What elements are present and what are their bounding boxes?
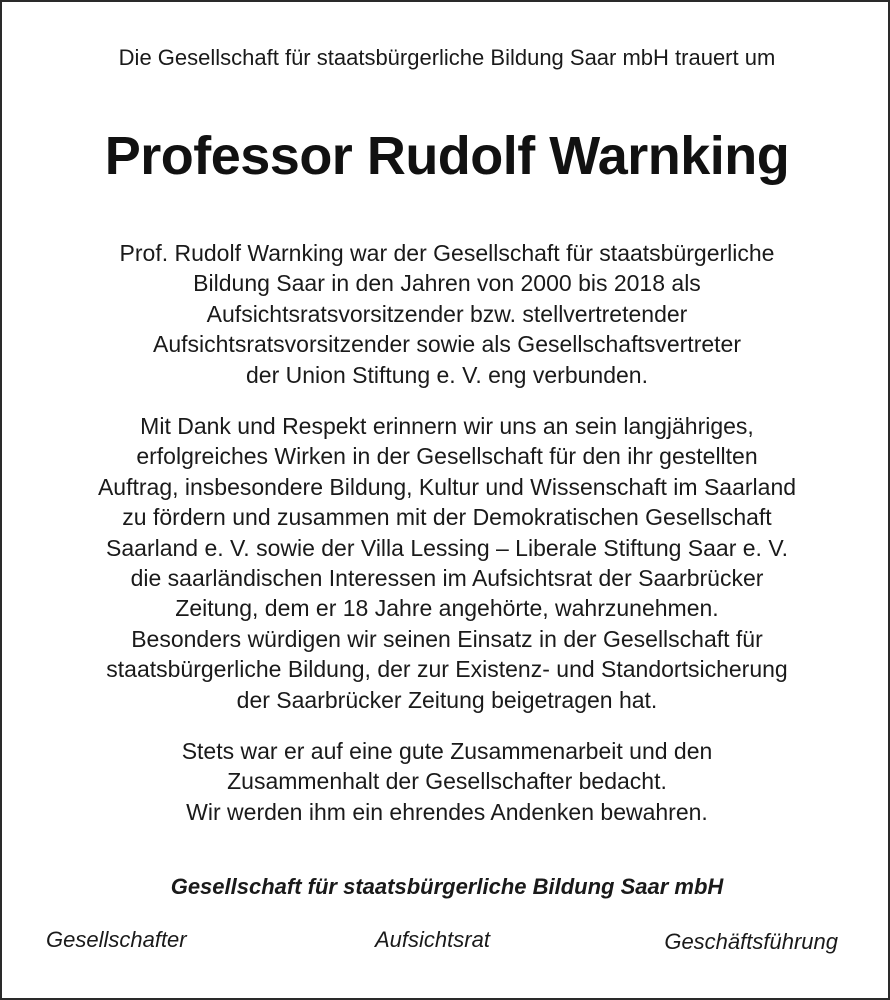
text-line: Wir werden ihm ein ehrendes Andenken bewahren. [186,798,708,825]
text-line: der Saarbrücker Zeitung beigetragen hat. [236,686,658,713]
signature-shareholders: Gesellschafter [46,927,187,952]
text-line: Mit Dank und Respekt erinnern wir uns an sein langjähriges, [140,413,754,439]
text-line: Zeitung, dem er 18 Jahre angehörte, wahrzunehmen. [175,595,719,622]
paragraph-tribute [12,411,882,715]
text-line: staatsbürgerliche Bildung, der zur Existenz- und Standortsicherung [106,656,788,683]
intro-line: Die Gesellschaft für staatsbürgerliche Bildung Saar mbH trauert um [118,45,776,70]
organization-name: Gesellschaft für staatsbürgerliche Bildung Saar mbH [170,874,724,899]
text-line: Aufsichtsratsvorsitzender bzw. stellvertretender [206,300,688,327]
text-line: Saarland e. V. sowie der Villa Lessing – Liberale Stiftung Saar e. V. [106,534,788,561]
text-line: Auftrag, insbesondere Bildung, Kultur und Wissenschaft im Saarland [97,473,797,500]
signature-management: Geschäftsführung [664,929,838,954]
text-line: der Union Stiftung e. V. eng verbunden. [246,361,648,388]
text-line: die saarländischen Interessen im Aufsichtsrat der Saarbrücker [130,565,764,592]
text-line: Bildung Saar in den Jahren von 2000 bis 2018 als [193,270,701,297]
text-line: erfolgreiches Wirken in der Gesellschaft für den ihr gestellten [136,443,758,470]
text-line: zu fördern und zusammen mit der Demokratischen Gesellschaft [122,504,772,531]
text-line: Zusammenhalt der Gesellschafter bedacht. [227,768,667,795]
paragraph-remembrance [12,736,882,827]
text-line: Stets war er auf eine gute Zusammenarbeit und den [181,738,713,764]
text-line: Prof. Rudolf Warnking war der Gesellschaft für staatsbürgerliche [119,240,775,266]
text-line: Besonders würdigen wir seinen Einsatz in der Gesellschaft für [131,625,763,652]
paragraph-tenure [12,238,882,390]
deceased-name: Professor Rudolf Warnking [104,126,790,186]
signature-supervisory-board: Aufsichtsrat [375,927,490,952]
text-line: Aufsichtsratsvorsitzender sowie als Gesellschaftsvertreter [153,331,741,358]
